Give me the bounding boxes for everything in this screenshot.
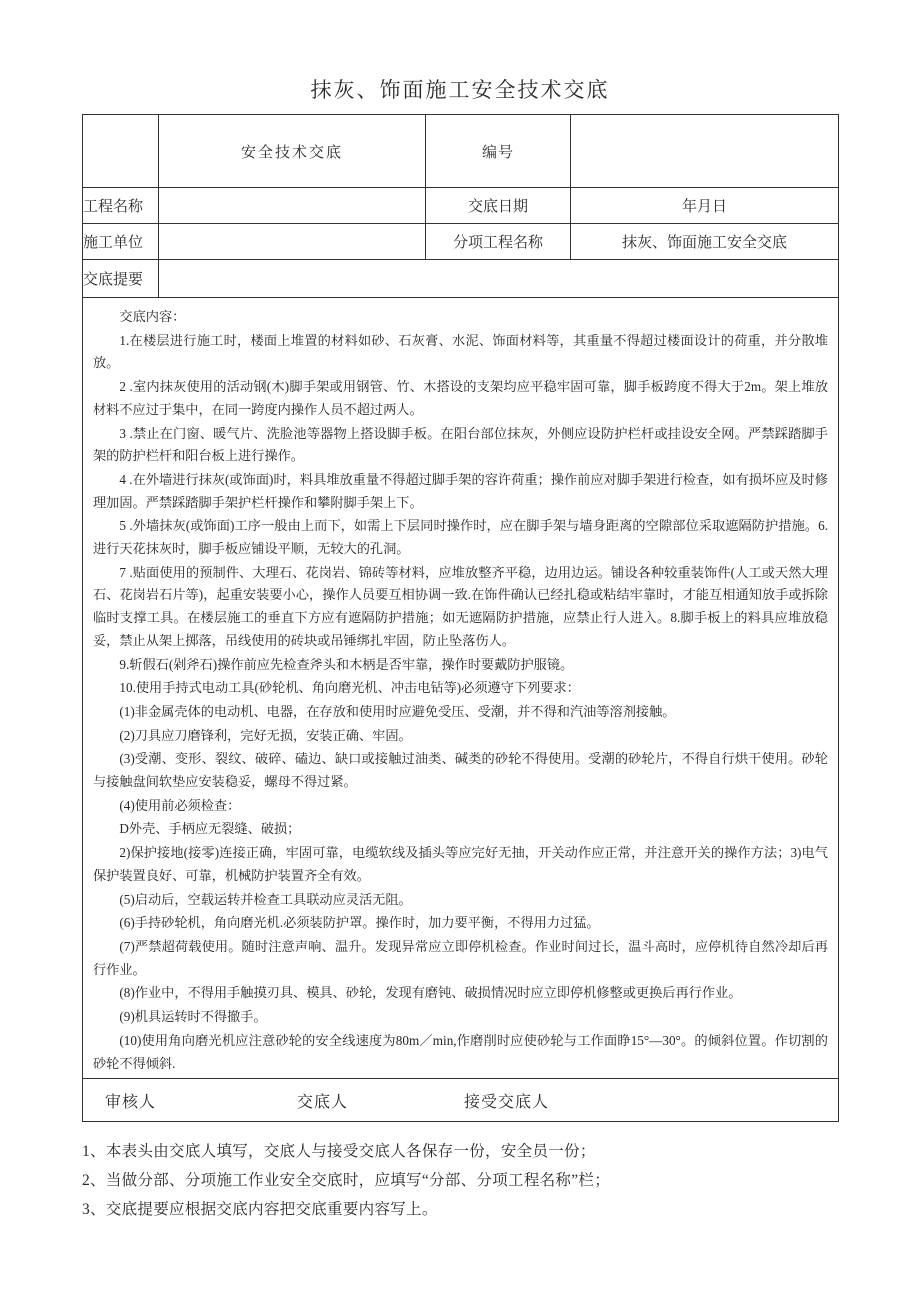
receiver-label: 接受交底人: [464, 1093, 550, 1111]
footer-note: 1、本表头由交底人填写，交底人与接受交底人各保存一份，安全员一份；: [82, 1143, 596, 1160]
signature-cell: [83, 1079, 839, 1122]
subproject-name-value[interactable]: 抹灰、饰面施工安全交底: [571, 224, 839, 260]
number-label-cell: 编号: [426, 115, 571, 188]
content-paragraph: (3)受潮、变形、裂纹、破碎、磕边、缺口或接触过油类、碱类的砂轮不得使用。受潮的砂轮片，不得自行烘干使用。砂轮与接触盘间软垫应安装稳妥，螺母不得过紧。: [93, 751, 828, 790]
content-paragraph: (10)使用角向磨光机应注意砂轮的安全线速度为80m／min,作磨削时应使砂轮与工作面睁15°—30°。的倾斜位置。作切割的砂轮不得倾斜.: [93, 1032, 828, 1071]
content-heading: 交底内容：: [119, 309, 186, 324]
content-paragraph: 3 .禁止在门窗、暖气片、洗脸池等器物上搭设脚手板。在阳台部位抹灰，外侧应设防护栏杆或挂设安全网。严禁踩踏脚手架的防护栏杆和阳台板上进行操作。: [93, 425, 828, 464]
construction-unit-label: 施工单位: [83, 224, 159, 260]
content-paragraph: (2)刀具应刀磨锋利，完好无损，安装正确、牢固。: [119, 727, 412, 743]
table-row-construction-unit: [83, 224, 839, 260]
table-row-form-header: [83, 115, 839, 188]
content-paragraph: (9)机具运转时不得撤手。: [119, 1009, 267, 1025]
briefing-summary-label: 交底提要: [83, 260, 159, 298]
table-row-summary: [83, 260, 839, 298]
briefing-date-label: 交底日期: [426, 188, 571, 224]
safety-briefing-table: [82, 114, 839, 1122]
content-paragraph: (1)非金属壳体的电动机、电器，在存放和使用时应避免受压、受潮，并不得和汽油等溶剂接触。: [119, 703, 676, 719]
reviewer-label: 审核人: [105, 1093, 157, 1111]
content-paragraph: (7)严禁超荷载使用。随时注意声响、温升。发现异常应立即停机检查。作业时间过长，温斗高时，应停机待自然冷却后再行作业。: [93, 938, 828, 977]
briefing-date-value[interactable]: 年月日: [571, 188, 839, 224]
footer-notes: [82, 1140, 882, 1227]
table-row-signatures: [83, 1079, 839, 1122]
page-title: 抹灰、饰面施工安全技术交底: [310, 78, 610, 102]
table-row-project-name: [83, 188, 839, 224]
content-paragraph: 4 .在外墙进行抹灰(或饰面)时，料具堆放重量不得超过脚手架的容许荷重；操作前应对脚手架进行检查，如有损坏应及时修理加固。严禁踩踏脚手架护栏杆操作和攀附脚手架上下。: [93, 471, 828, 510]
project-name-value[interactable]: [159, 188, 426, 224]
header-blank-cell: [83, 115, 159, 188]
content-paragraph: 1.在楼层进行施工时，楼面上堆置的材料如砂、石灰膏、水泥、饰面材料等，其重量不得超过楼面设计的荷重，并分散堆放。: [93, 332, 828, 371]
content-paragraph: 9.斩假石(剁斧石)操作前应先检查斧头和木柄是否牢靠，操作时要戴防护服镜。: [119, 656, 574, 672]
presenter-label: 交底人: [297, 1093, 349, 1111]
content-paragraph: 7 .贴面使用的预制件、大理石、花岗岩、锦砖等材料，应堆放整齐平稳，边用边运。铺设各种较重装饰件(人工或天然大理石、花岗岩石片等)，起重安装要小心，操作人员要互相协调一致.在饰件确认已经扎稳或粘结牢靠时，才能互相通知放手或拆除临时支撑工具。在楼层施工的垂直下方应有遮隔防护措施；如无遮隔防护措施，应禁止行人进入。8.脚手板上的料具应堆放稳妥，禁止从架上掷落，吊线使用的砖块或吊锤绑扎牢固，防止坠落伤人。: [93, 564, 828, 648]
footer-note: 3、交底提要应根据交底内容把交底重要内容写上。: [82, 1201, 438, 1219]
content-paragraph: (5)启动后，空载运转并检查工具联动应灵活无阻。: [119, 891, 412, 907]
number-value-cell[interactable]: [571, 115, 839, 188]
form-type-cell: 安全技术交底: [159, 115, 426, 188]
content-paragraph: 5 .外墙抹灰(或饰面)工序一般由上而下，如需上下层同时操作时，应在脚手架与墙身距离的空隙部位采取遮隔防护措施。6.进行天花抹灰时，脚手板应铺设平顺，无较大的孔洞。: [93, 518, 828, 557]
footer-note: 2、当做分部、分项施工作业安全交底时，应填写“分部、分项工程名称”栏；: [82, 1172, 611, 1190]
construction-unit-value[interactable]: [159, 224, 426, 260]
table-row-content: [83, 298, 839, 1079]
content-paragraph: (8)作业中，不得用手触摸刃具、模具、砂轮，发现有磨钝、破损情况时应立即停机修整或更换后再行作业。: [119, 985, 742, 1001]
content-paragraph: D外壳、手柄应无裂缝、破损；: [119, 821, 301, 837]
briefing-content-body: [83, 298, 838, 1078]
content-paragraph: 2)保护接地(接零)连接正确，牢固可靠，电缆软线及插头等应完好无抽，开关动作应正常，并注意开关的操作方法；3)电气保护装置良好、可靠，机械防护装置齐全有效。: [93, 845, 828, 883]
briefing-content-cell: [83, 298, 839, 1079]
briefing-summary-value[interactable]: [159, 260, 839, 298]
content-paragraph: (6)手持砂轮机，角向磨光机.必须装防护罩。操作时，加力要平衡，不得用力过猛。: [119, 915, 600, 931]
subproject-name-label: 分项工程名称: [426, 224, 571, 260]
content-paragraph: (4)使用前必须检查：: [119, 797, 241, 813]
content-paragraph: 10.使用手持式电动工具(砂轮机、角向磨光机、冲击电钻等)必须遵守下列要求：: [119, 680, 580, 696]
content-paragraph: 2 .室内抹灰使用的活动钢(木)脚手架或用钢管、竹、木搭设的支架均应平稳牢固可靠，脚手板跨度不得大于2m。架上堆放材料不应过于集中，在同一跨度内操作人员不超过两人。: [93, 379, 828, 417]
project-name-label: 工程名称: [83, 188, 159, 224]
